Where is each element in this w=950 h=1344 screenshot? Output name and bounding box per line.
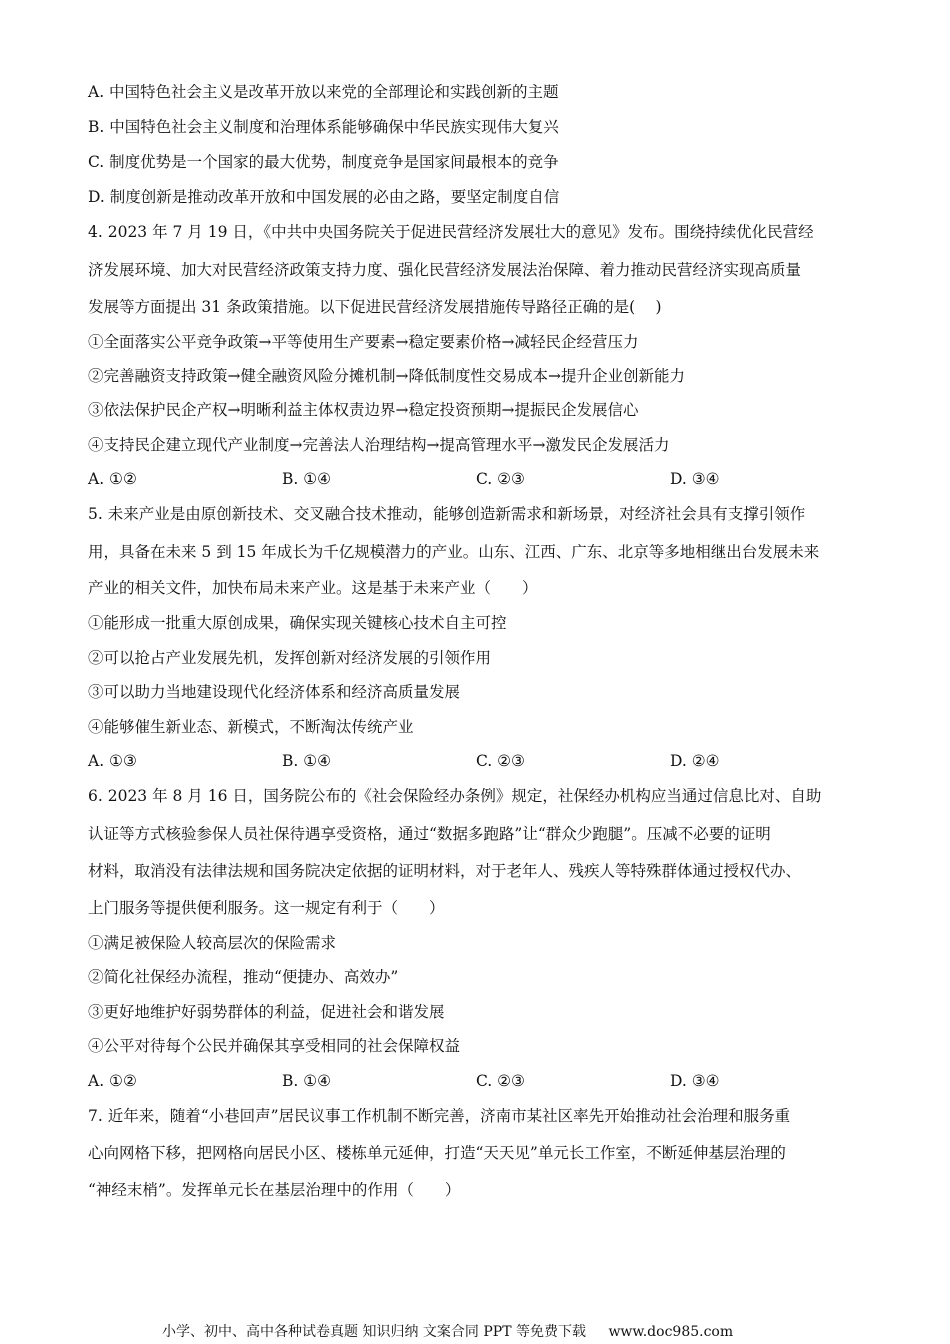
footer-site-link[interactable]: www.doc985.com [608,1324,734,1340]
q5-choice-a: A. ①③ [88,752,137,770]
q4-item-1: ①全面落实公平竞争政策→平等使用生产要素→稳定要素价格→减轻民企经营压力 [88,333,639,351]
q7-stem-line-2: 心向网格下移，把网格向居民小区、楼栋单元延伸，打造“天天见”单元长工作室，不断延伸基层治理的 [88,1144,786,1162]
q3-option-d: D. 制度创新是推动改革开放和中国发展的必由之路，要坚定制度自信 [88,188,560,206]
q3-option-b: B. 中国特色社会主义制度和治理体系能够确保中华民族实现伟大复兴 [88,118,559,136]
q4-choice-d: D. ③④ [670,470,720,488]
q6-item-3: ③更好地维护好弱势群体的利益，促进社会和谐发展 [88,1003,445,1021]
page-footer [162,1323,733,1341]
q5-item-1: ①能形成一批重大原创成果，确保实现关键核心技术自主可控 [88,614,507,632]
q6-choice-b: B. ①④ [282,1072,332,1090]
q4-item-3: ③依法保护民企产权→明晰利益主体权责边界→稳定投资预期→提振民企发展信心 [88,401,639,419]
q6-choice-a: A. ①② [88,1072,137,1090]
q4-choice-c: C. ②③ [476,470,525,488]
q4-choice-a: A. ①② [88,470,137,488]
q4-choices [88,469,888,489]
q5-item-3: ③可以助力当地建设现代化经济体系和经济高质量发展 [88,683,461,701]
q5-item-2: ②可以抢占产业发展先机，发挥创新对经济发展的引领作用 [88,649,492,667]
q4-stem-line-1: 4. 2023 年 7 月 19 日，《中共中央国务院关于促进民营经济发展壮大的意见》发布。围绕持续优化民营经 [88,223,814,241]
q6-item-1: ①满足被保险人较高层次的保险需求 [88,934,337,952]
q6-item-4: ④公平对待每个公民并确保其享受相同的社会保障权益 [88,1037,461,1055]
footer-text: 小学、初中、高中各种试卷真题 知识归纳 文案合同 PPT 等免费下载 [162,1324,586,1340]
q6-choice-d: D. ③④ [670,1072,720,1090]
q5-stem-line-3: 产业的相关文件，加快布局未来产业。这是基于未来产业（ ） [88,579,538,597]
q5-stem-line-2: 用，具备在未来 5 到 15 年成长为千亿规模潜力的产业。山东、江西、广东、北京等多地相继出台发展未来 [88,543,820,561]
q5-choice-c: C. ②③ [476,752,525,770]
q5-choice-d: D. ②④ [670,752,720,770]
q6-item-2: ②简化社保经办流程，推动“便捷办、高效办” [88,968,399,986]
q6-stem-line-1: 6. 2023 年 8 月 16 日，国务院公布的《社会保险经办条例》规定，社保经办机构应当通过信息比对、自助 [88,787,822,805]
q4-stem-line-3: 发展等方面提出 31 条政策措施。以下促进民营经济发展措施传导路径正确的是( ) [88,298,662,316]
q6-stem-line-4: 上门服务等提供便利服务。这一规定有利于（ ） [88,899,445,917]
q4-choice-b: B. ①④ [282,470,332,488]
q6-stem-line-3: 材料，取消没有法律法规和国务院决定依据的证明材料，对于老年人、残疾人等特殊群体通过授权代办、 [88,862,802,880]
q6-stem-line-2: 认证等方式核验参保人员社保待遇享受资格，通过“数据多跑路”让“群众少跑腿”。压减不必要的证明 [88,825,771,843]
q6-choice-c: C. ②③ [476,1072,525,1090]
q3-option-a: A. 中国特色社会主义是改革开放以来党的全部理论和实践创新的主题 [88,83,559,101]
q5-item-4: ④能够催生新业态、新模式，不断淘汰传统产业 [88,718,414,736]
q3-option-c: C. 制度优势是一个国家的最大优势，制度竞争是国家间最根本的竞争 [88,153,559,171]
q5-choices [88,751,888,771]
q4-stem-line-2: 济发展环境、加大对民营经济政策支持力度、强化民营经济发展法治保障、着力推动民营经济实现高质量 [88,261,802,279]
q7-stem-line-1: 7. 近年来，随着“小巷回声”居民议事工作机制不断完善，济南市某社区率先开始推动社会治理和服务重 [88,1107,791,1125]
q4-item-2: ②完善融资支持政策→健全融资风险分摊机制→降低制度性交易成本→提升企业创新能力 [88,367,685,385]
q4-item-4: ④支持民企建立现代产业制度→完善法人治理结构→提高管理水平→激发民企发展活力 [88,436,670,454]
q5-choice-b: B. ①④ [282,752,332,770]
q6-choices [88,1071,888,1091]
q5-stem-line-1: 5. 未来产业是由原创新技术、交叉融合技术推动，能够创造新需求和新场景，对经济社会具有支撑引领作 [88,505,806,523]
q7-stem-line-3: “神经末梢”。发挥单元长在基层治理中的作用（ ） [88,1181,461,1199]
